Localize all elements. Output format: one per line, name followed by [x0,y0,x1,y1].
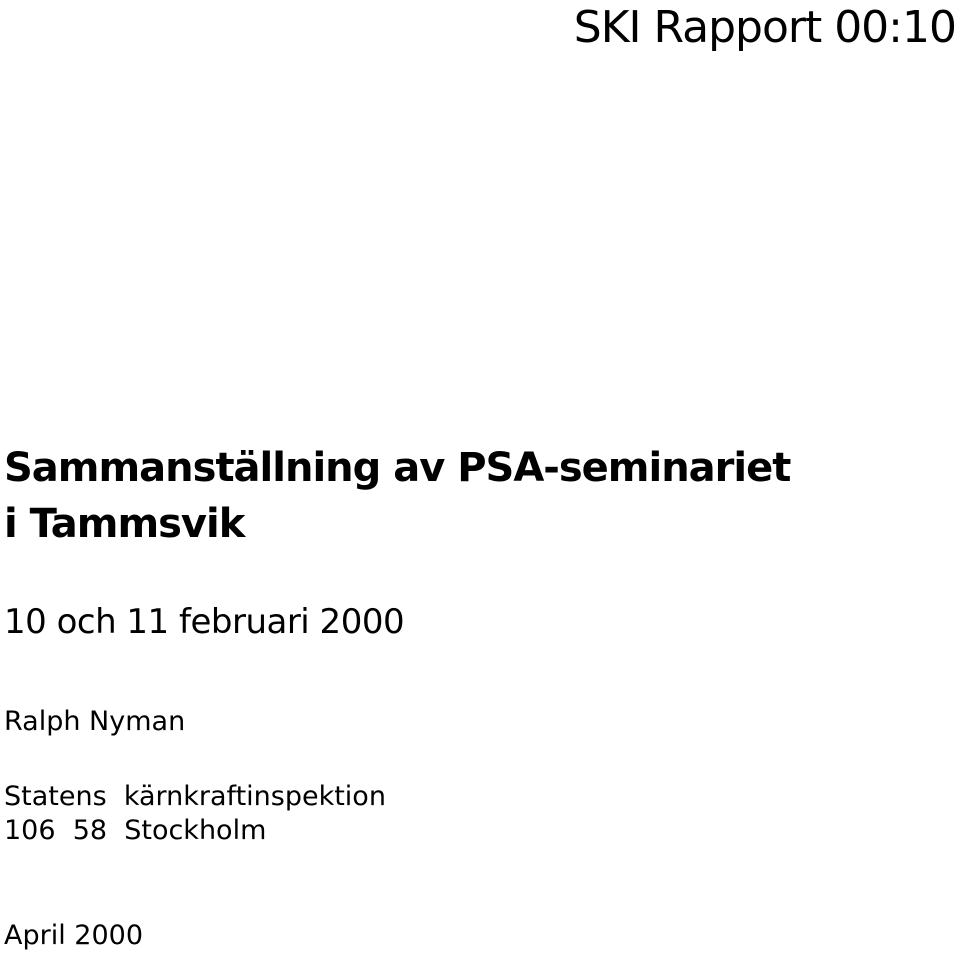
report-title-line-1: Sammanställning av PSA-seminariet [4,445,791,491]
publication-date: April 2000 [4,920,144,951]
organization-name: Statens kärnkraftinspektion [4,781,386,812]
report-title [4,440,790,552]
organization-address: 106 58 Stockholm [4,815,267,846]
organization-block [4,780,386,848]
author-name: Ralph Nyman [4,706,186,737]
event-date: 10 och 11 februari 2000 [4,602,405,642]
report-title-line-2: i Tammsvik [4,501,245,547]
report-number: SKI Rapport 00:10 [573,2,956,53]
